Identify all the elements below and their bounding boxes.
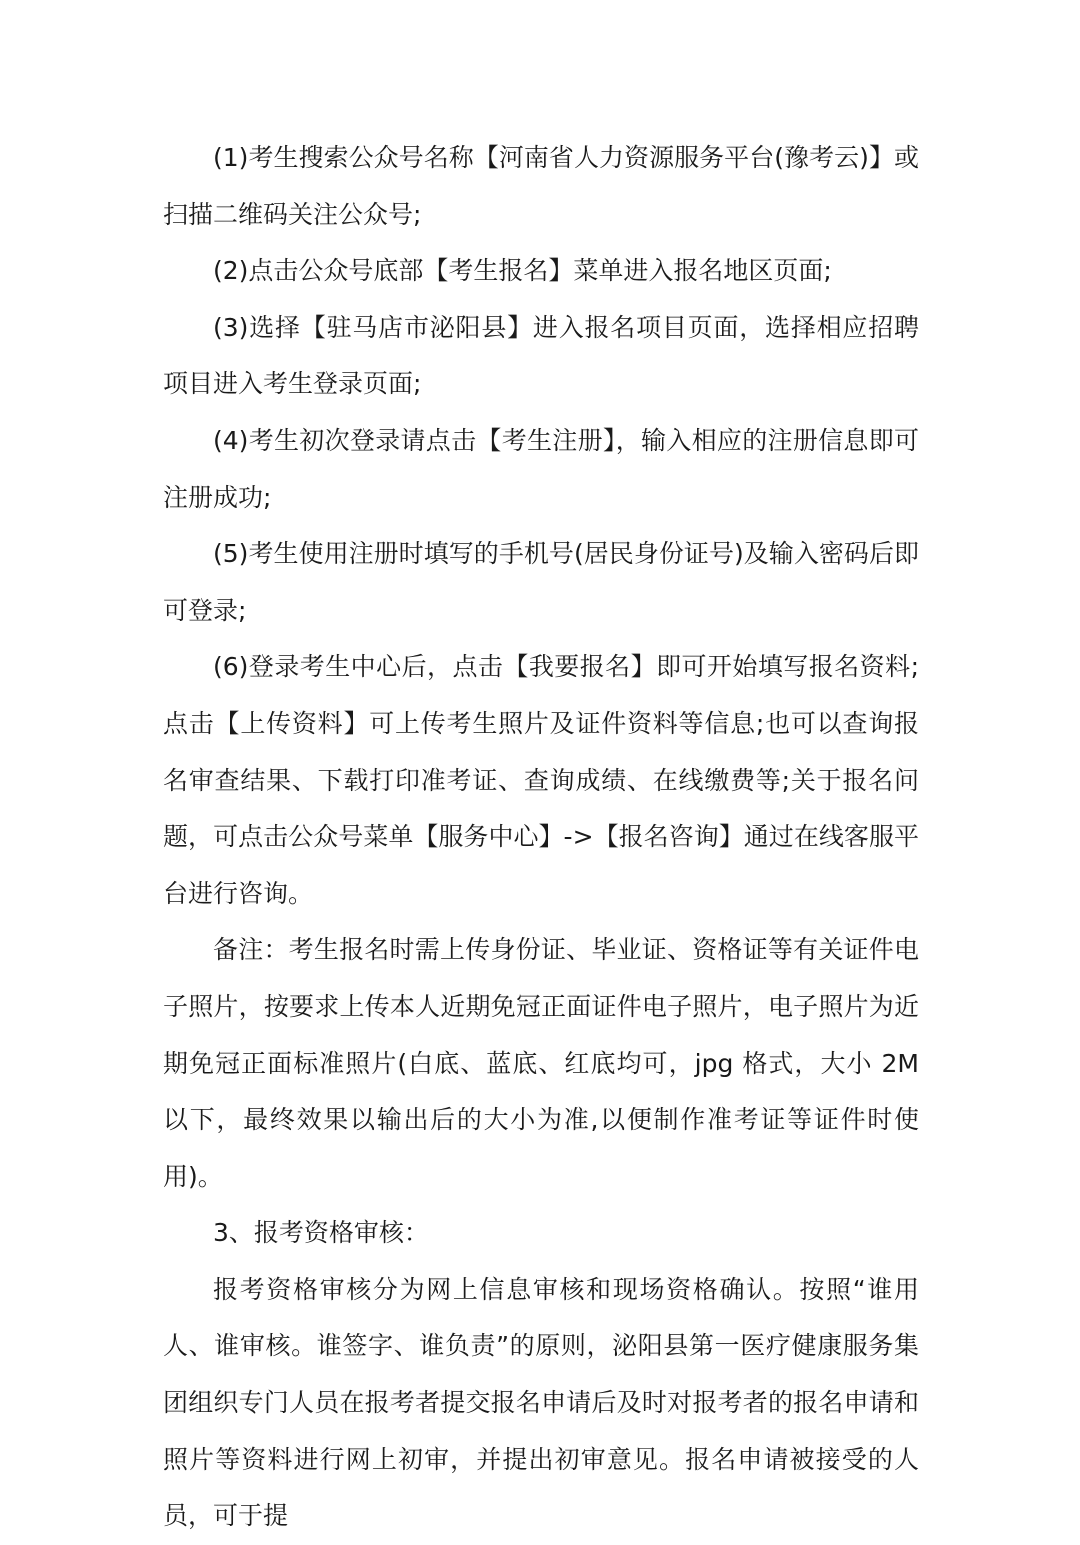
section-heading: 3、报考资格审核： [213,1218,429,1248]
step-2-paragraph: (2)点击公众号底部【考生报名】菜单进入报名地区页面; [213,256,832,286]
step-4-paragraph: (4)考生初次登录请点击【考生注册】，输入相应的注册信息即可注册成功; [163,425,919,512]
step-3-paragraph: (3)选择【驻马店市泌阳县】进入报名项目页面，选择相应招聘项目进入考生登录页面; [163,312,919,399]
step-1-paragraph: (1)考生搜索公众号名称【河南省人力资源服务平台(豫考云)】或扫描二维码关注公众号; [163,143,919,229]
step-5-paragraph: (5)考生使用注册时填写的手机号(居民身份证号)及输入密码后即可登录; [163,539,919,625]
document-body [163,130,919,1545]
step-6-paragraph: (6)登录考生中心后，点击【我要报名】即可开始填写报名资料;点击【上传资料】可上传考生照片及证件资料等信息;也可以查询报名审查结果、下载打印准考证、查询成绩、在线缴费等;关于报名问题，可点击公众号菜单【服务中心】->【报名咨询】通过在线客服平台进行咨询。 [163,652,919,908]
qualification-review-paragraph: 报考资格审核分为网上信息审核和现场资格确认。按照“谁用人、谁审核。谁签字、谁负责”的原则，泌阳县第一医疗健康服务集团组织专门人员在报考者提交报名申请后及时对报考者的报名申请和照片等资料进行网上初审，并提出初审意见。报名申请被接受的人员，可于提 [163,1274,919,1531]
remark-paragraph: 备注：考生报名时需上传身份证、毕业证、资格证等有关证件电子照片，按要求上传本人近期免冠正面证件电子照片，电子照片为近期免冠正面标准照片(白底、蓝底、红底均可，jpg 格式，大小 2M 以下，最终效果以输出后的大小为准,以便制作准考证等证件时使用)。 [163,935,919,1191]
